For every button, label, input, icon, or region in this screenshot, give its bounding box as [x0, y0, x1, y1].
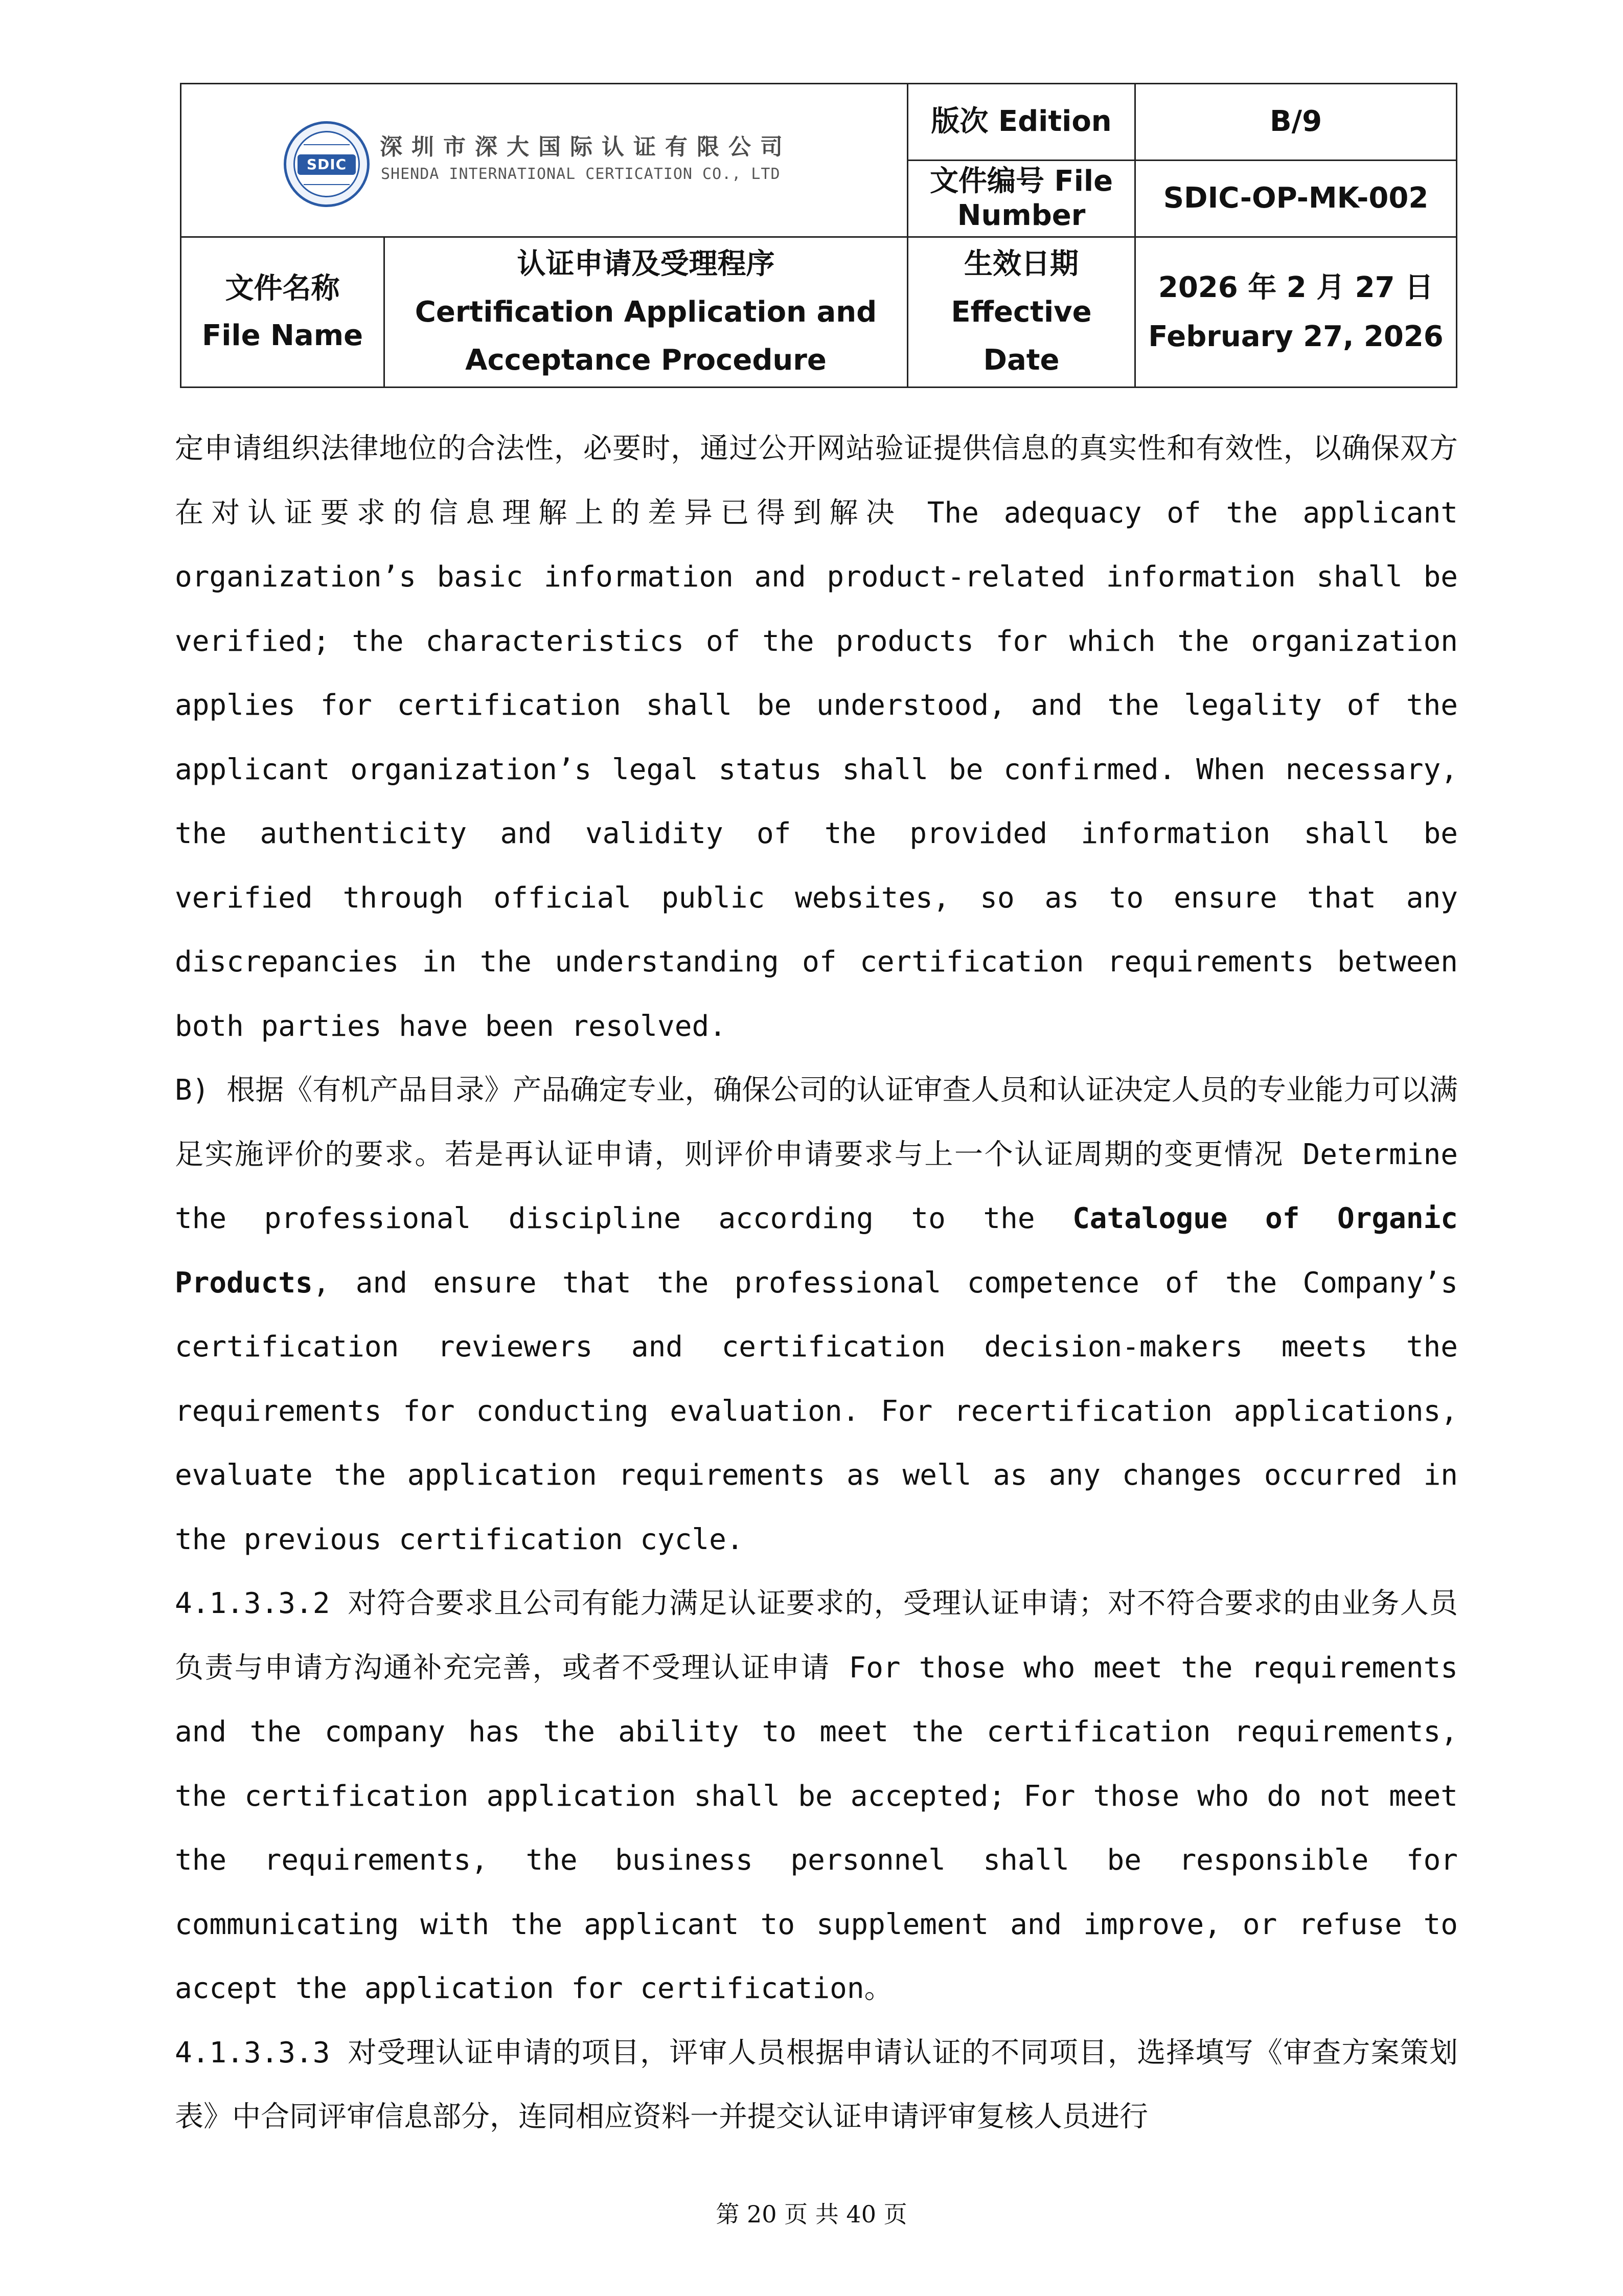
- page-number-footer: 第 20 页 共 40 页: [716, 2200, 907, 2228]
- effective-date-label: 生效日期 Effective Date: [908, 237, 1135, 388]
- effective-date-value: 2026 年 2 月 27 日 February 27, 2026: [1135, 237, 1457, 388]
- edition-value: B/9: [1135, 84, 1457, 161]
- document-header-table: [180, 83, 1457, 388]
- company-logo: [284, 121, 792, 208]
- catalogue-title: Catalogue of Organic Products: [175, 1202, 1458, 1300]
- file-number-value: SDIC-OP-MK-002: [1135, 161, 1457, 237]
- paragraph-4-1-3-3-3: 4.1.3.3.3 对受理认证申请的项目，评审人员根据申请认证的不同项目，选择填写《审查方案策划表》中合同评审信息部分，连同相应资料一并提交认证申请评审复核人员进行: [175, 2036, 1458, 2133]
- paragraph-4-1-3-3-2: 4.1.3.3.2 对符合要求且公司有能力满足认证要求的，受理认证申请；对不符合要求的由业务人员负责与申请方沟通补充完善，或者不受理认证申请 For those who meet the requirements and the company has the ability to meet the certification requirements, the certification application shall be accepted; For those who do not meet the requirements, the business personnel shall be responsible for communicating with the applicant to supplement and improve, or refuse to accept the application for certification。: [175, 1587, 1458, 2005]
- edition-label: 版次 Edition: [908, 84, 1135, 161]
- file-name-value: 认证申请及受理程序 Certification Application and Acceptance Procedure: [384, 237, 908, 388]
- paragraph-verification: 定申请组织法律地位的合法性，必要时，通过公开网站验证提供信息的真实性和有效性，以确保双方在对认证要求的信息理解上的差异已得到解决 The adequacy of the applicant organization’s basic information and product-related information shall be verified; the characteristics of the products for which the organization applies for certification shall be understood, and the legality of the applicant organization’s legal status shall be confirmed. When necessary, the authenticity and validity of the provided information shall be verified through official public websites, so as to ensure that any discrepancies in the understanding of certification requirements between both parties have been resolved.: [175, 432, 1458, 1043]
- file-number-label: 文件编号 File Number: [908, 161, 1135, 237]
- company-name-en: SHENDA INTERNATIONAL CERTICATION CO., LTD: [381, 165, 781, 183]
- globe-logo-icon: SDIC: [284, 121, 370, 207]
- paragraph-item-b: B) 根据《有机产品目录》产品确定专业，确保公司的认证审查人员和认证决定人员的专业能力可以满足实施评价的要求。若是再认证申请，则评价申请要求与上一个认证周期的变更情况 Determine the professional discipline according to the Catalogue of Organic Products, and ensure that the professional competence of the Company’s certification reviewers and certification decision-makers meets the requirements for conducting evaluation. For recertification applications, evaluate the application requirements as well as any changes occurred in the previous certification cycle.: [175, 1074, 1458, 1556]
- document-body: [175, 417, 1458, 2149]
- company-logo-cell: [181, 84, 908, 237]
- company-name-cn: 深圳市深大国际认证有限公司: [380, 134, 792, 160]
- file-name-label: 文件名称 File Name: [181, 237, 384, 388]
